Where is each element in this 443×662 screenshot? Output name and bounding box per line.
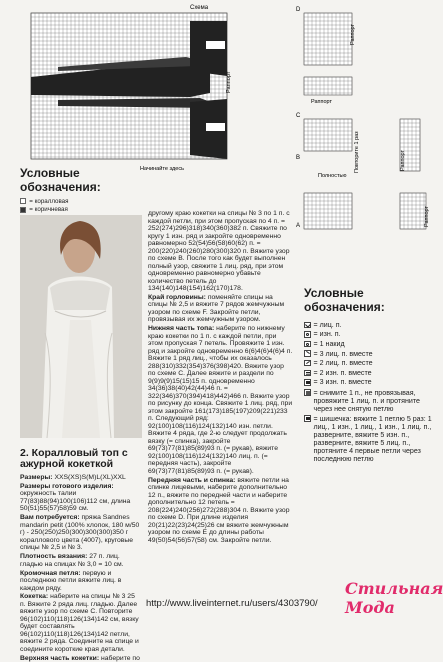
front-value: вяжите петли на спинке лицевыми, наберите дополнительно 12 п., вяжите по передней части и наберите дополнительно 12 петель = 208(224)240(256)272(288)304 п. Вяжите узор по схеме D. При длине изделия 20(21)22(23)24(25)26 см вяжите жемчужным узором по схеме Е до длины работы 49(50)54(56)57(58) см. Закройте петли. — [148, 476, 290, 544]
symbol-label: = снимите 1 п., не провязывая, провяжите 1 лиц. п. и протяните через нее снятую петлю — [313, 389, 420, 414]
article-body — [20, 474, 142, 662]
symbol-row — [304, 378, 436, 388]
lower-paragraph — [148, 325, 293, 475]
lower-value: наберите по нижнему краю кокетки по 1 п. с каждой петли, при этом пропуская 7 петель. Провяжите 1 изн. ряд и закройте одновременно 6(6)4(6)4(6)4 п. Вяжите 1 ряд лиц., чтобы их оказалось 288(310)332(354)376(398)420. Вяжите узор по схеме С. Далее вяжите и раздели по 9(9)9(9)15(15)15 п. одновременно 34(36)38(40)42(44)46 п. = 322(346)370(394)418)442)466 п. Вяжите узор по рисунку до конца. Свяжите 1 лиц. ряд, при этом закройте 161(173)185(197)209(221)233 п. Следующий ряд: 92(100)108(116)124(132)140 изн. петли. Вяжите 4 ряда, где 2-ю следует продолжать вязку (= спинка), закройте 69(73)77(81)85(89)93 п. (= рукав), вяжите 92(100)108(116)124(132)140 лиц. п. (= передняя часть), закройте 69(73)77(81)85(89)93 п. (= рукав). — [148, 325, 293, 475]
start-here-label: Начинайте здесь — [140, 166, 185, 172]
letter-a: A — [296, 223, 301, 229]
yoke-label: Кокетка: — [20, 593, 49, 601]
schema-grid — [20, 5, 280, 172]
t-symbol-icon — [304, 370, 311, 377]
article-materials — [20, 514, 142, 552]
photo-illustration — [20, 215, 142, 438]
article-edge — [20, 570, 142, 593]
symbols-title: Условные обозначения: — [304, 286, 385, 314]
article-dimensions — [20, 483, 142, 513]
upper-value: наберите по — [100, 654, 140, 662]
h-symbol-icon — [304, 379, 311, 386]
materials-value: пряжа Sandnes mandarin petit (100% хлопок, 180 м/50 г) - 250(250)250(300)300(300)350 г кораллового цвета (4007), круговые спицы № 2,5 и № 3. — [20, 514, 140, 552]
o-symbol-icon — [304, 341, 311, 348]
l-symbol-icon — [304, 360, 311, 367]
legend-title: Условные обозначения: — [20, 166, 101, 194]
rapport-b: Раппорт — [400, 149, 406, 171]
article-title: 2. Коралловый топ с ажурной кокеткой — [20, 447, 128, 470]
rapport-label: Раппорт — [226, 71, 232, 93]
article-left — [20, 447, 142, 662]
upper-label: Верхняя часть кокетки: — [20, 654, 100, 662]
symbol-row — [304, 368, 436, 378]
legend-label: = коралловая — [29, 197, 69, 205]
v-symbol-icon — [304, 322, 311, 329]
letter-b: B — [296, 155, 301, 161]
symbol-label: = изн. п. — [313, 330, 341, 339]
yoke-value: наберите на спицы № 3 25 п. Вяжите 2 ряда лиц. гладью. Далее вяжите узор по схеме С. Повторите 96(102)110(118)126(134)142 см, вязку будет составлять 96(102)110(118)126(134)142 петли, вяжите 2 ряда. Соедините на спице и соедините короткие края детали. — [20, 593, 139, 653]
legend-item-coral — [20, 197, 160, 206]
neck-label: Край горловины: — [148, 293, 206, 301]
edge-value: первую и последнюю петли вяжите лиц. в каждом ряду. — [20, 569, 122, 592]
symbol-row — [304, 358, 436, 368]
symbol-label: = 3 изн. п. вместе — [313, 378, 372, 387]
legend-item-brown — [20, 206, 160, 215]
symbol-label: = шишечка: вяжите 1 петлю 5 раз: 1 лиц., 1 изн., 1 лиц., 1 изн., 1 лиц. п., разверните, вяжите 5 изн. п., разверните, вяжите 5 лиц. п., протяните 4 первые петли через последнюю петлю — [313, 415, 432, 464]
symbol-label: = 1 накид — [313, 339, 345, 348]
neck-value: поменяйте спицы на спицы № 2,5 и вяжите 7 рядов жемчужным узором по схеме F. Закройте петли, провязывая их жемчужным узором. — [148, 293, 285, 324]
footer-brand: Стильная Мода — [345, 579, 443, 617]
middle-column — [148, 210, 293, 600]
symbol-row — [304, 389, 436, 413]
right-charts — [296, 5, 436, 260]
edge-label: Кромочная петля: — [20, 569, 81, 577]
article-sizes — [20, 474, 142, 482]
symbol-row — [304, 330, 436, 340]
middle-intro: другому краю кокетки на спицы № 3 по 1 п. с каждой петли, при этом пропуская по 4 п. = 252(274)296)318)340(360)382 п. Свяжите по кругу 1 изн. ряд и закройте одновременно равномерно 52(54)56(58)60(62) п. = 200(220)240(260)280(300)320 п. Вяжите узор по схеме В. После того как будет выполнен полный узор, свяжите 1 лиц. ряд, при этом одновременно равномерно убавьте количество петель до 134(140)148(154)162(170)178. — [148, 210, 290, 292]
footer-url: http://www.liveinternet.ru/users/4303790/ — [146, 598, 318, 609]
dimensions-value: окружность талии 77(83)88(94)100(106)112 см, длина 50(51)55(57)58)59 см. — [20, 490, 131, 513]
legend-swatch-coral — [20, 198, 26, 204]
letter-c: C — [296, 113, 301, 119]
lower-label: Нижняя часть топа: — [148, 325, 215, 333]
r-symbol-icon — [304, 350, 311, 357]
o-symbol-icon — [304, 331, 311, 338]
symbol-label: = лиц. п. — [313, 320, 342, 329]
front-paragraph — [148, 477, 293, 545]
density-value: 27 п. лиц. гладью на спицах № 3,0 = 10 см. — [20, 553, 124, 568]
density-label: Плотность вязания: — [20, 553, 88, 561]
main-schema — [20, 5, 280, 172]
b-symbol-icon — [304, 389, 311, 396]
article-density — [20, 553, 142, 568]
symbol-list — [304, 320, 436, 463]
article-yoke — [20, 593, 142, 653]
article-upper — [20, 655, 142, 662]
symbol-row — [304, 349, 436, 359]
rapport-c: Раппорт — [311, 99, 333, 105]
symbol-label: = 3 лиц. п. вместе — [313, 349, 373, 358]
materials-label: Вам потребуется: — [20, 514, 80, 522]
legend-swatch-brown — [20, 207, 26, 213]
fully-label: Полностью — [318, 173, 347, 179]
neck-paragraph — [148, 294, 293, 324]
symbols-legend — [304, 286, 436, 576]
rapport-a: Раппорт — [424, 205, 430, 227]
sizes-value: XXS(XS)S(M)L(XL)XXL — [54, 474, 126, 481]
dimensions-label: Размеры готового изделия: — [20, 482, 114, 490]
symbol-row — [304, 320, 436, 330]
symbol-label: = 2 лиц. п. вместе — [313, 359, 373, 368]
schema-label: Схема — [190, 5, 209, 11]
symbol-row — [304, 415, 436, 463]
letter-d: D — [296, 7, 301, 13]
legend-label: = коричневая — [29, 206, 68, 214]
symbol-label: = 2 изн. п. вместе — [313, 368, 372, 377]
small-charts — [296, 5, 436, 260]
rapport-d: Раппорт — [350, 23, 356, 45]
h-symbol-icon — [304, 415, 311, 422]
model-photo — [20, 215, 142, 438]
symbol-row — [304, 339, 436, 349]
front-label: Передняя часть и спинка: — [148, 476, 236, 484]
sizes-label: Размеры: — [20, 474, 53, 481]
repeat-once: Повторите 1 раз — [354, 131, 360, 173]
